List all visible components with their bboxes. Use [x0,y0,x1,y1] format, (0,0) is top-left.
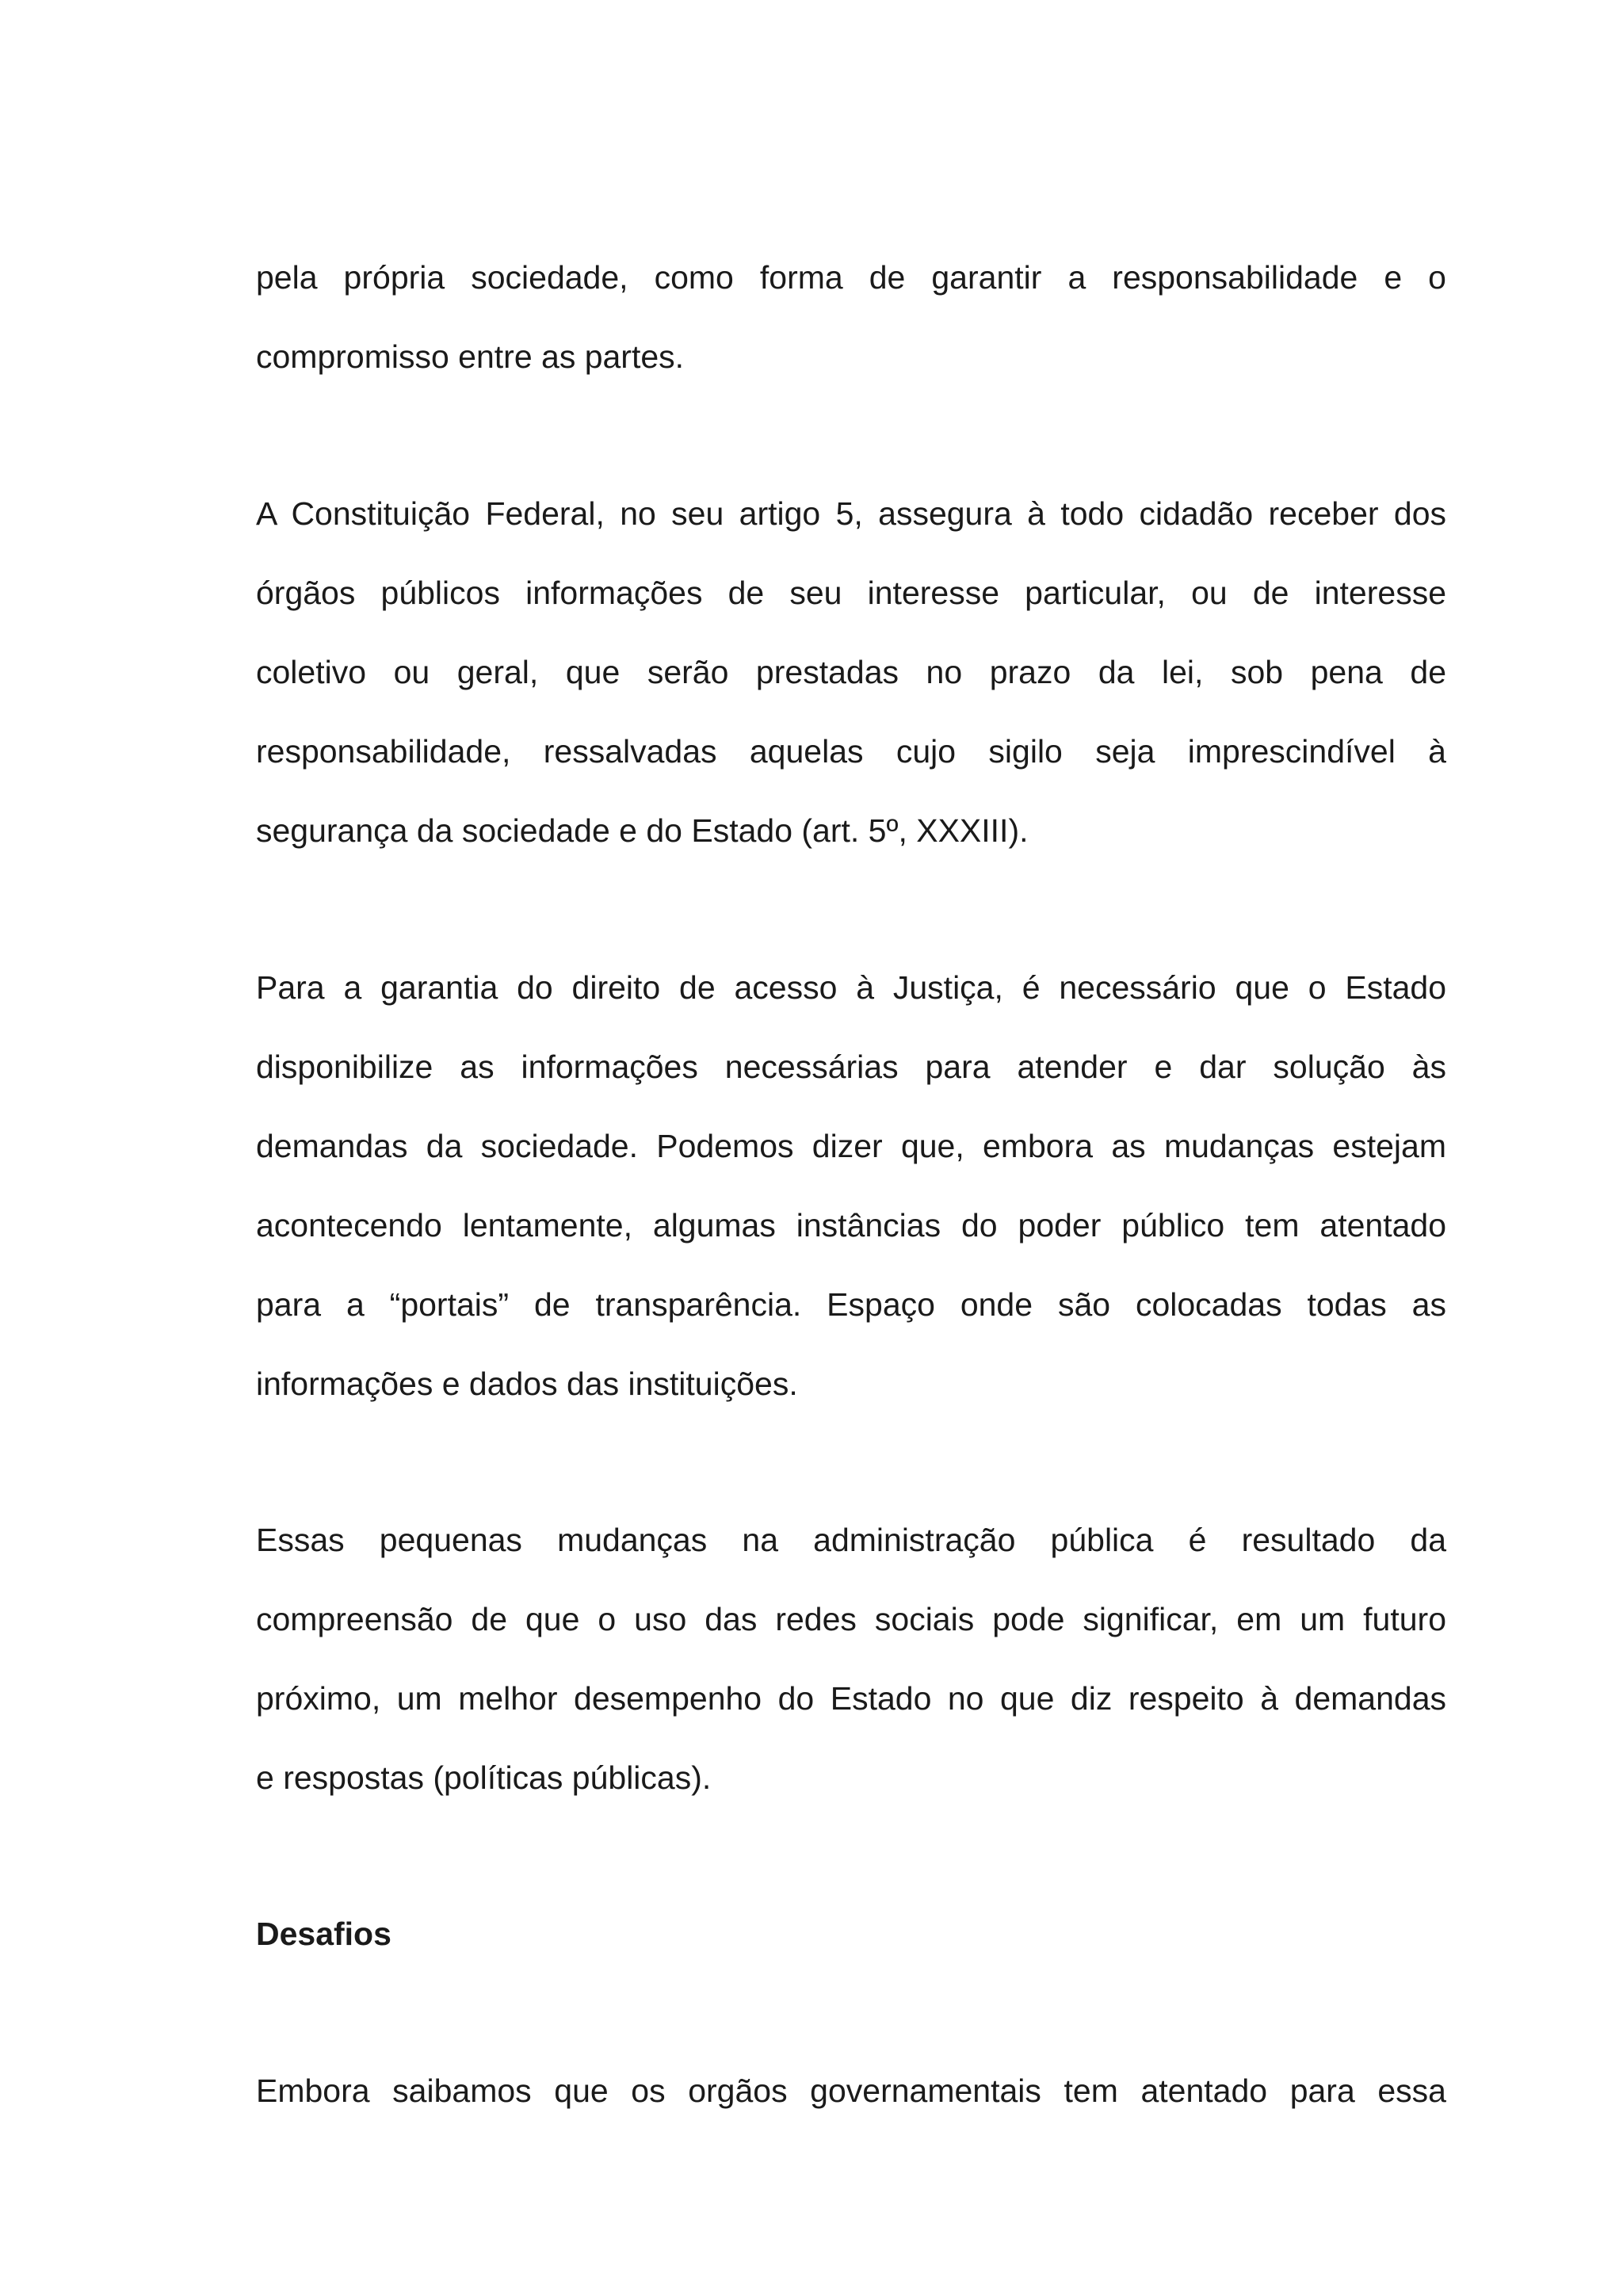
paragraph-line: informações e dados das instituições. [256,1366,798,1402]
paragraph-line: disponibilize as informações necessárias para atender e dar solução às [256,1049,1446,1085]
paragraph-line: e respostas (políticas públicas). [256,1759,712,1796]
paragraph-line: acontecendo lentamente, algumas instâncias do poder público tem atentado [256,1207,1446,1244]
paragraph-line: Embora saibamos que os orgãos governamentais tem atentado para essa [256,2073,1446,2109]
paragraph-line: para a “portais” de transparência. Espaço onde são colocadas todas as [256,1286,1446,1323]
paragraph-3 [256,948,1446,1423]
paragraph-line: demandas da sociedade. Podemos dizer que, embora as mudanças estejam [256,1128,1446,1164]
paragraph-line: coletivo ou geral, que serão prestadas no prazo da lei, sob pena de [256,654,1446,690]
paragraph-line: pela própria sociedade, como forma de garantir a responsabilidade e o [256,259,1446,296]
section-heading: Desafios [256,1916,391,1952]
paragraph-line: responsabilidade, ressalvadas aquelas cujo sigilo seja imprescindível à [256,733,1446,770]
paragraph-1 [256,238,1446,396]
paragraph-line: Essas pequenas mudanças na administração pública é resultado da [256,1522,1446,1558]
paragraph-5 [256,2051,1446,2130]
paragraph-line: próximo, um melhor desempenho do Estado no que diz respeito à demandas [256,1680,1446,1717]
paragraph-line: compromisso entre as partes. [256,338,685,375]
paragraph-2 [256,474,1446,870]
paragraph-line: compreensão de que o uso das redes sociais pode significar, em um futuro [256,1601,1446,1637]
paragraph-line: A Constituição Federal, no seu artigo 5, assegura à todo cidadão receber dos [256,495,1446,532]
paragraph-line: Para a garantia do direito de acesso à Justiça, é necessário que o Estado [256,969,1446,1006]
paragraph-line: órgãos públicos informações de seu interesse particular, ou de interesse [256,575,1446,611]
paragraph-4 [256,1500,1446,1817]
paragraph-line: segurança da sociedade e do Estado (art. 5º, XXXIII). [256,812,1029,849]
